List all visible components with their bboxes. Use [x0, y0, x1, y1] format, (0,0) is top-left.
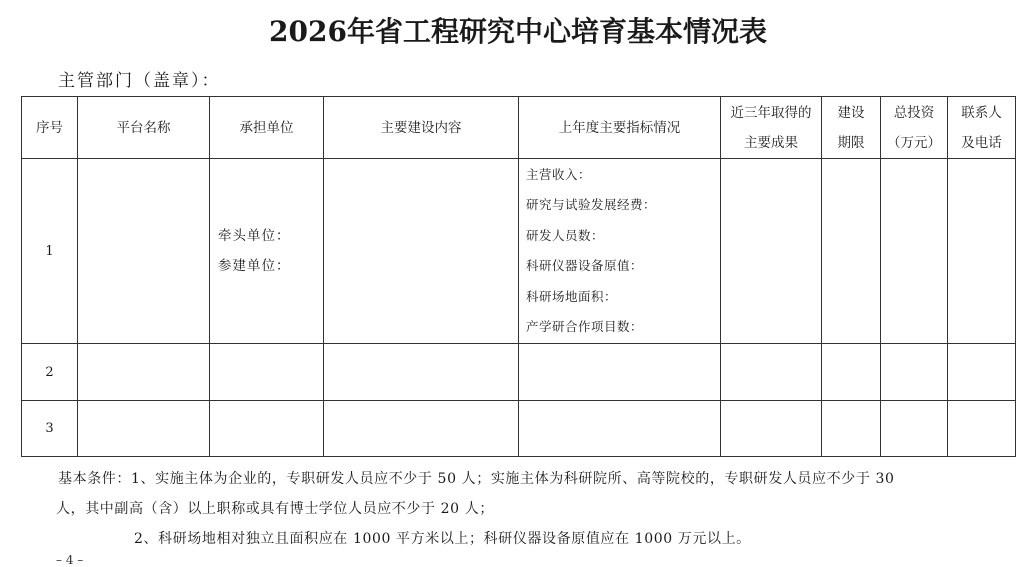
period-cell[interactable]	[822, 344, 881, 401]
indicator-cooperation-projects: 产学研合作项目数：	[526, 319, 644, 334]
department-label: 主管部门（盖章）：	[58, 71, 221, 91]
results-cell[interactable]	[721, 344, 822, 401]
investment-cell[interactable]	[881, 159, 948, 344]
contact-cell[interactable]	[948, 344, 1016, 401]
header-indicators: 上年度主要指标情况	[519, 97, 721, 159]
main-content-cell[interactable]	[324, 344, 519, 401]
header-investment	[881, 97, 948, 159]
indicator-revenue: 主营收入：	[526, 166, 592, 182]
main-content-cell[interactable]	[324, 401, 519, 457]
contact-cell[interactable]	[948, 401, 1016, 457]
header-main-content: 主要建设内容	[324, 97, 519, 159]
header-investment-line2: （万元）	[887, 134, 941, 151]
contact-cell[interactable]	[948, 159, 1016, 344]
platform-name-cell[interactable]	[78, 344, 210, 401]
header-results-line1: 近三年取得的	[730, 104, 812, 121]
header-platform-name: 平台名称	[78, 97, 210, 159]
table-row	[22, 159, 1016, 344]
indicator-rd-expense: 研究与试验发展经费：	[526, 197, 657, 212]
form-title: 2026年省工程研究中心培育基本情况表	[269, 15, 767, 48]
row-index: 1	[22, 159, 78, 344]
indicators-cell[interactable]	[519, 344, 721, 401]
row-index: 2	[22, 344, 78, 401]
basic-conditions-notes	[58, 464, 988, 554]
header-contact-line2: 及电话	[961, 134, 1002, 151]
investment-cell[interactable]	[881, 401, 948, 457]
header-period-line1: 建设	[837, 104, 865, 121]
header-unit: 承担单位	[210, 97, 324, 159]
header-period-line2: 期限	[837, 134, 865, 151]
indicator-equipment-value: 科研仪器设备原值：	[526, 258, 644, 273]
results-cell[interactable]	[721, 159, 822, 344]
lead-unit-label: 牵头单位：	[218, 228, 291, 244]
header-contact-line1: 联系人	[961, 104, 1002, 121]
indicator-rd-staff: 研发人员数：	[526, 227, 605, 243]
period-cell[interactable]	[822, 401, 881, 457]
platform-name-cell[interactable]	[78, 159, 210, 344]
header-period	[822, 97, 881, 159]
unit-cell[interactable]	[210, 344, 324, 401]
notes-line-2: 人，其中副高（含）以上职称或具有博士学位人员应不少于 20 人；	[56, 501, 494, 517]
unit-cell[interactable]	[210, 401, 324, 457]
platform-name-cell[interactable]	[78, 401, 210, 457]
table-header-row	[22, 97, 1016, 159]
unit-cell[interactable]	[210, 159, 324, 344]
notes-line-3: 2、科研场地相对独立且面积应在 1000 平方米以上；科研仪器设备原值应在 1000 万元以上。	[134, 531, 751, 547]
indicator-site-area: 科研场地面积：	[526, 288, 618, 304]
indicators-cell[interactable]	[519, 401, 721, 457]
header-results-line2: 主要成果	[744, 134, 798, 151]
page-number: – 4 –	[56, 553, 84, 567]
participant-unit-label: 参建单位：	[218, 258, 291, 274]
info-table	[21, 96, 1016, 457]
indicators-cell[interactable]	[519, 159, 721, 344]
table-row	[22, 401, 1016, 457]
header-investment-line1: 总投资	[893, 104, 935, 121]
main-content-cell[interactable]	[324, 159, 519, 344]
row-index: 3	[22, 401, 78, 457]
notes-line-1: 基本条件：1、实施主体为企业的，专职研发人员应不少于 50 人；实施主体为科研院所、高等院校的，专职研发人员应不少于 30	[58, 471, 895, 487]
header-contact	[948, 97, 1016, 159]
header-results	[721, 97, 822, 159]
investment-cell[interactable]	[881, 344, 948, 401]
period-cell[interactable]	[822, 159, 881, 344]
table-row	[22, 344, 1016, 401]
results-cell[interactable]	[721, 401, 822, 457]
header-index: 序号	[22, 97, 78, 159]
